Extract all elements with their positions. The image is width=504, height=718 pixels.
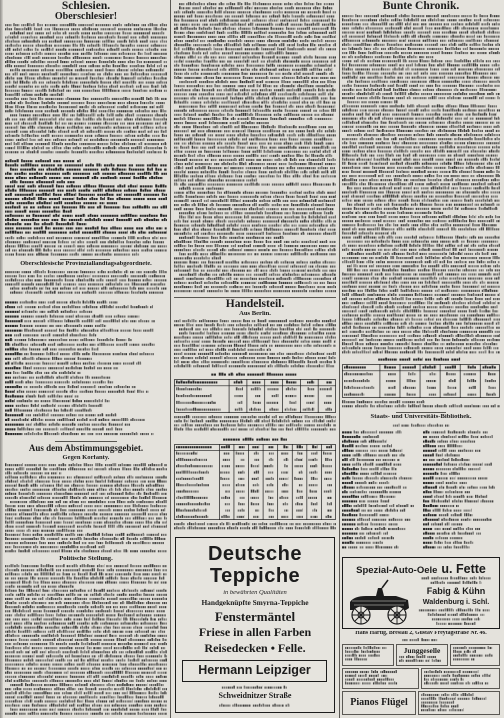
article-subheading: Aus Berlin. [239,311,271,317]
ad-company-name: Hermann Leipziger [182,660,327,682]
ad-company-city: Waldenburg i. Schl. [422,598,490,606]
article-text [174,2,336,296]
exchange-table [174,444,336,520]
ad-small-print [453,646,497,664]
section-separator [174,297,336,298]
article-subheading: Politische Stellung. [59,556,113,562]
ad-headline [343,561,499,577]
ad-title: Deutsche [207,544,303,564]
ad-small-print [206,703,303,708]
ad-small-print [345,646,391,664]
section-heading: Handelsteil. [225,299,285,310]
classified-ad [450,644,500,666]
ad-title: Teppiche [209,566,301,586]
classified-ad [396,644,448,666]
article-text [5,270,167,298]
ad-small-print [399,655,445,665]
ad-small-print [415,608,497,626]
table-caption [204,372,304,377]
article-text [5,236,167,259]
ad-product-line: Reisedecken • Felle. [204,642,306,654]
ad-small-print [421,693,497,713]
table-caption [214,437,296,442]
article-separator [396,412,446,413]
auto-oil-advertisement [342,557,500,629]
article-text-emphasized [5,159,167,235]
article-separator [55,441,117,442]
ad-title [343,698,415,708]
article-text [342,14,500,355]
section-heading: Aus dem Abstimmungsgebiet. [28,444,144,453]
delegate-list [5,300,167,440]
article-text [5,463,167,554]
article-text [5,23,167,158]
automobile-illustration [346,576,412,626]
section-heading: Bunte Chronik. [382,1,460,12]
piano-advertisement [342,691,416,715]
ad-small-print [424,670,497,687]
ad-agent-line: Hans Hartig, Breslau 2, Gustav Freytagstraße Nr. 46. [355,631,487,636]
book-list [342,430,418,554]
ad-tagline: in bewährten Qualitäten [223,590,287,596]
ad-title: Junggeselle [403,647,441,655]
ad-title-word: Flügel [381,698,408,708]
classified-ad [342,668,419,689]
article-heading: Oberschlesische Provinziallandtagsabgeordnete. [20,261,152,267]
ad-company-name: Fabig & Kühn [426,587,486,596]
article-subline [380,423,462,428]
ad-small-print [415,576,497,585]
ad-small-print [216,685,293,690]
carpet-advertisement [175,537,335,713]
ad-product-line: Friese in allen Farben [198,626,312,638]
column-divider [170,0,171,718]
article-text [174,522,336,534]
table-caption [372,357,470,362]
article-text [174,319,336,371]
article-heading: Staats- und Universitäts-Bibliothek. [370,414,472,420]
ad-address: Schweidnitzer Straße [218,692,292,700]
book-list [423,430,500,554]
article-text [342,400,500,412]
article-heading: Oberschlesier! [54,12,118,22]
ad-headline-suffix: u. Fette [441,562,486,576]
ad-headline-main: Spezial-Auto-Oele [356,565,438,576]
scan-edge [0,0,3,718]
ad-product-line: Fenstermäntel [214,610,296,623]
article-separator [60,259,110,260]
weather-table [342,364,500,398]
classified-ad [421,668,500,689]
article-subheading: Gegen Korfanty. [62,455,110,461]
article-text [174,415,336,435]
classified-ad [418,691,500,715]
ad-small-print [345,670,416,687]
section-heading: Schlesien. [61,1,111,12]
ad-product-line: Handgeknüpfte Smyrna-Teppiche [201,599,309,607]
article-text [5,564,167,716]
ad-small-print [380,638,462,642]
market-table [174,379,336,413]
classified-ad [342,644,394,666]
column-divider [339,0,340,718]
ad-title-word: Pianos [350,698,379,708]
